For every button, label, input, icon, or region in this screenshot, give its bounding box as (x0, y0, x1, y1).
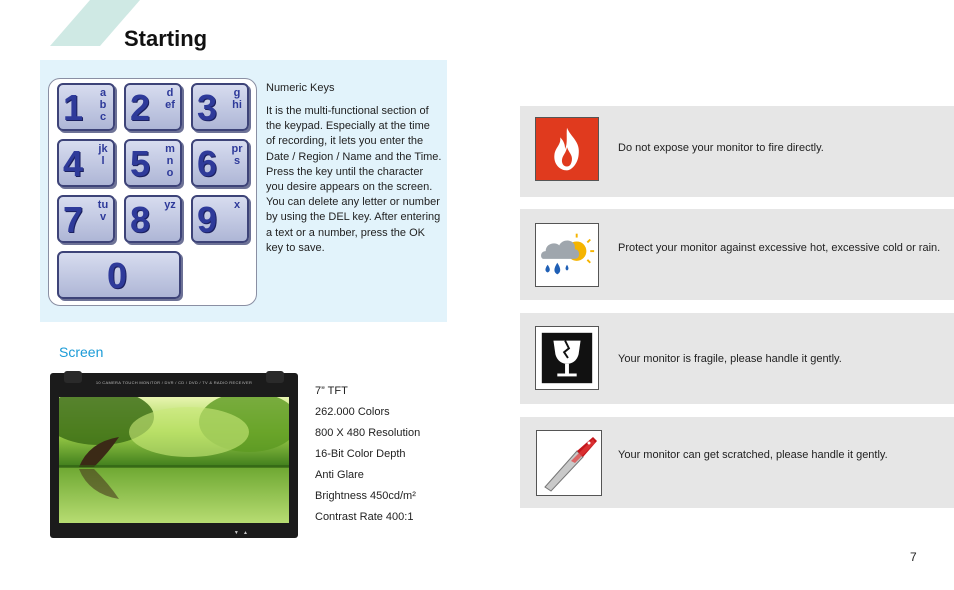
key-2 (124, 83, 182, 131)
key-digit: 4 (63, 143, 84, 184)
key-letters: abc (99, 87, 107, 123)
knife-scratch-icon (536, 430, 602, 496)
warning-fragile (520, 313, 954, 404)
key-1 (57, 83, 115, 131)
page-number: 7 (910, 550, 917, 564)
monitor-image (50, 373, 298, 538)
keypad-panel (40, 60, 447, 322)
keypad-image (48, 78, 257, 306)
monitor-screen-landscape (59, 397, 289, 523)
key-3 (191, 83, 249, 131)
key-letters: x (233, 199, 241, 211)
key-4 (57, 139, 115, 187)
key-digit: 7 (63, 199, 84, 240)
key-digit: 2 (130, 87, 151, 128)
monitor-controls: ▼ ▲ (233, 530, 248, 536)
key-digit: 6 (197, 143, 218, 184)
spec-item: Brightness 450cd/m² (315, 490, 416, 502)
key-0 (57, 251, 181, 299)
spec-item: Anti Glare (315, 469, 364, 481)
spec-item: 262.000 Colors (315, 406, 390, 418)
key-digit: 1 (63, 87, 84, 128)
key-letters: yz (164, 199, 176, 211)
spec-item: 16-Bit Color Depth (315, 448, 406, 460)
spec-list (315, 384, 420, 531)
spec-item: Contrast Rate 400:1 (315, 511, 414, 523)
key-letters: jkl (98, 143, 108, 167)
warning-text: Your monitor can get scratched, please handle it gently. (618, 449, 888, 461)
warning-text: Do not expose your monitor to fire directly. (618, 142, 824, 154)
key-6 (191, 139, 249, 187)
warning-text: Protect your monitor against excessive hot, excessive cold or rain. (618, 242, 941, 254)
key-9 (191, 195, 249, 243)
monitor-label: 10 CAMERA TOUCH MONITOR / DVR / CD / DVD / TV & RADIO RECEIVER (95, 380, 253, 385)
key-5 (124, 139, 182, 187)
keypad-heading: Numeric Keys (266, 82, 335, 94)
key-digit: 9 (197, 199, 218, 240)
key-letters: prs (231, 143, 243, 167)
page-title: Starting (124, 26, 208, 51)
weather-icon (535, 223, 599, 287)
spec-item: 7” TFT (315, 385, 348, 397)
key-digit: 8 (130, 199, 151, 240)
key-7 (57, 195, 115, 243)
key-digit: 3 (197, 87, 218, 128)
spec-item: 800 X 480 Resolution (315, 427, 421, 439)
fragile-glass-icon (535, 326, 599, 390)
key-8 (124, 195, 182, 243)
key-digit: 5 (130, 143, 151, 184)
warning-text: Your monitor is fragile, please handle it gently. (618, 353, 842, 365)
key-letters: mno (165, 143, 175, 179)
keypad-description: It is the multi-functional section of the keypad. Especially at the time of recording, it lets you enter the Date / Region / Name and the Time. Press the key until the character you desire appears on the screen. You can delete any letter or number by using the DEL key. After entering a text or a number, press the OK key to save. (266, 105, 442, 254)
warning-fire (520, 106, 954, 197)
key-letters: def (165, 87, 175, 111)
key-digit: 0 (107, 255, 128, 296)
warning-scratch (520, 417, 954, 508)
warning-weather (520, 209, 954, 300)
key-letters: tuv (97, 199, 109, 223)
key-letters: ghi (232, 87, 242, 111)
screen-heading: Screen (59, 344, 104, 360)
fire-icon (535, 117, 599, 181)
